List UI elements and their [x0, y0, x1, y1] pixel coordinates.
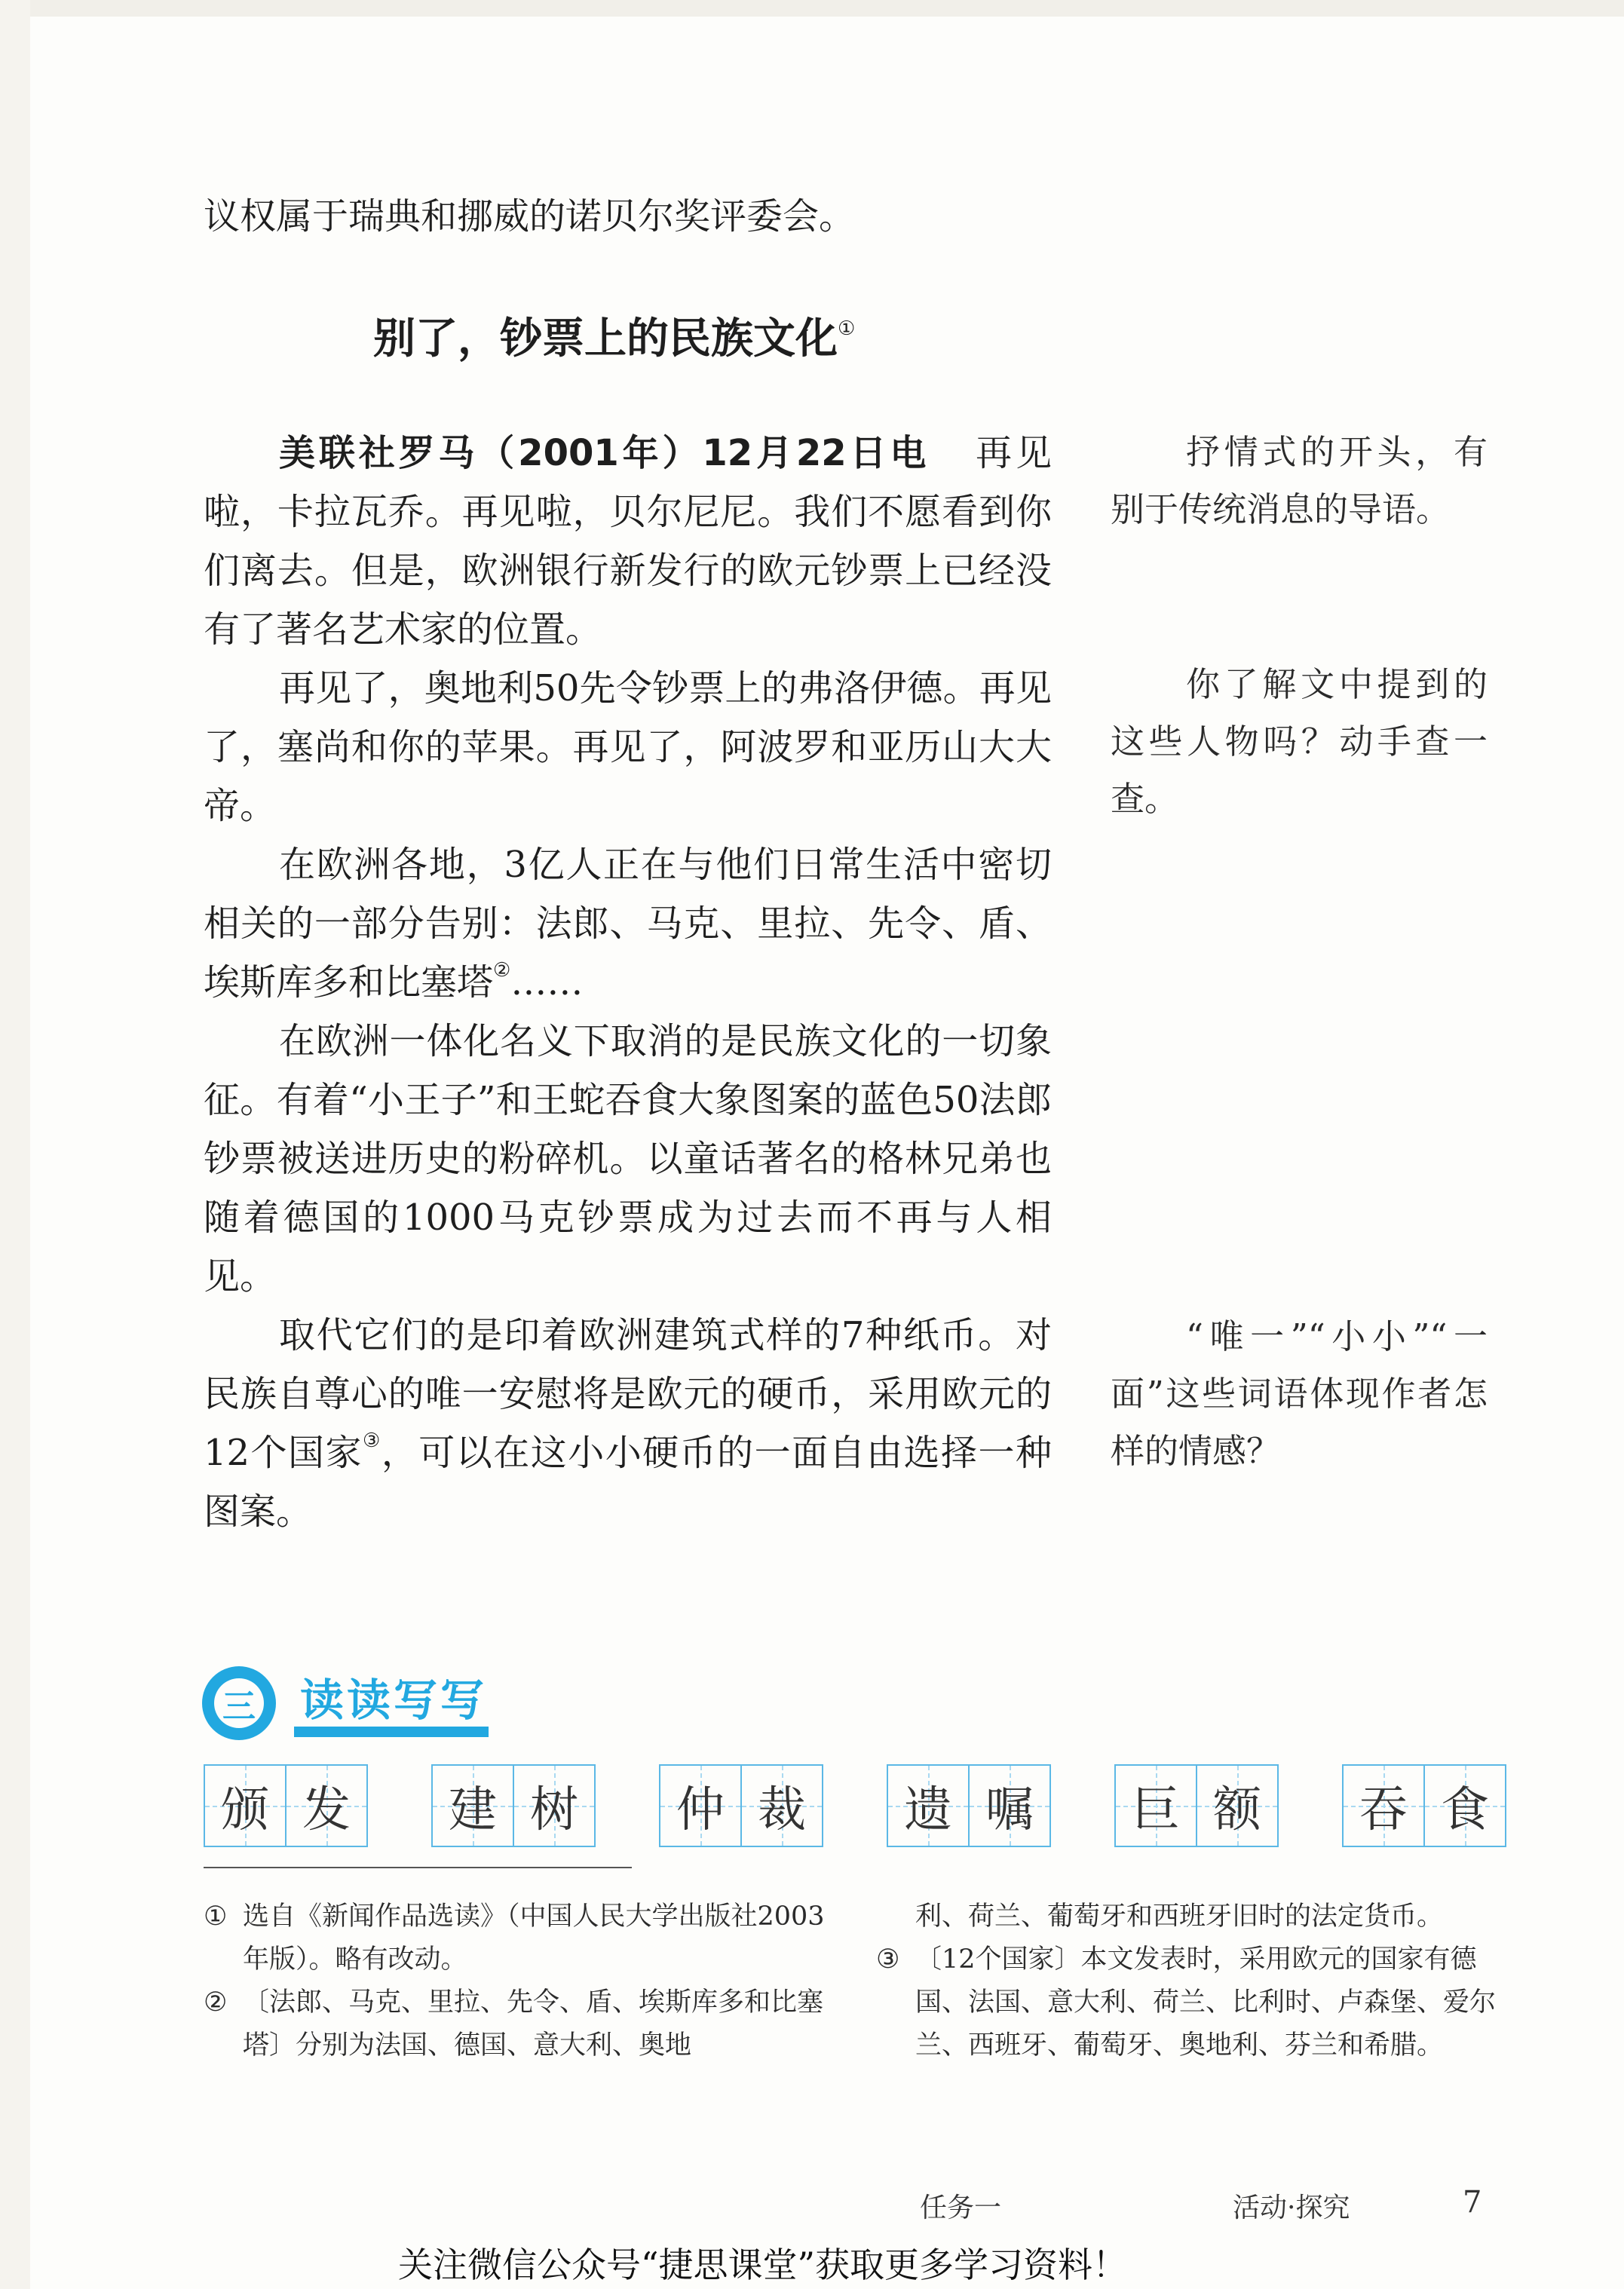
section-icon-inner [214, 1678, 264, 1728]
intro-line: 议权属于瑞典和挪威的诺贝尔奖评委会。 [204, 195, 856, 237]
footnote-2-number: ② [204, 1987, 228, 2018]
section-title-underline [294, 1727, 489, 1737]
section-number: 三 [222, 1687, 256, 1726]
word-grid [204, 1764, 1505, 1847]
grid-cell [1196, 1764, 1279, 1847]
footnote-1-number: ① [204, 1901, 228, 1932]
footnote-3 [876, 1938, 1502, 2067]
grid-char: 嘱 [985, 1782, 1034, 1838]
grid-cell [968, 1764, 1051, 1847]
paragraph-4: 在欧洲一体化名义下取消的是民族文化的一切象征。有着“小王子”和王蛇吞食大象图案的蓝色50法郎钞票被送进历史的粉碎机。以童话著名的格林兄弟也随着德国的1000马克钞票成为过去而不再与人相见。 [204, 1020, 1052, 1298]
grid-cell [887, 1764, 970, 1847]
grid-char: 巨 [1132, 1782, 1180, 1838]
paragraph-5-text: 取代它们的是印着欧洲建筑式样的7种纸币。对民族自尊心的唯一安慰将是欧元的硬币，采用欧元的12个国家 [204, 1314, 1052, 1474]
article-title-text: 别了，钞票上的民族文化 [373, 314, 838, 363]
paragraph-3-text: 在欧洲各地，3亿人正在与他们日常生活中密切相关的一部分告别：法郎、马克、里拉、先令、盾、埃斯库多和比塞塔 [204, 844, 1052, 1004]
grid-cell [285, 1764, 368, 1847]
footer-watermark: 关注微信公众号“捷思课堂”获取更多学习资料！ [398, 2245, 1128, 2285]
grid-char: 发 [302, 1782, 351, 1838]
section-title: 读读写写 [300, 1675, 488, 1726]
paragraph-5-end: ，可以在这小小硬币的一面自由选择一种图案。 [204, 1432, 1052, 1533]
footnotes-right [876, 1895, 1502, 2067]
grid-char: 树 [530, 1782, 578, 1838]
grid-cell [1114, 1764, 1197, 1847]
paragraph-2: 再见了，奥地利50先令钞票上的弗洛伊德。再见了，塞尚和你的苹果。再见了，阿波罗和亚历山大大帝。 [204, 667, 1052, 827]
side-note-3: “唯一”“小小”“一面”这些词语体现作者怎样的情感？ [1111, 1316, 1488, 1471]
footnote-1 [204, 1895, 829, 1981]
footnote-2 [204, 1981, 829, 2067]
grid-char: 颁 [221, 1782, 269, 1838]
footnote-2-text: 〔法郎、马克、里拉、先令、盾、埃斯库多和比塞塔〕分别为法国、德国、意大利、奥地 [243, 1987, 824, 2061]
grid-char: 食 [1441, 1782, 1489, 1838]
article-body [204, 424, 1052, 1541]
grid-char: 额 [1213, 1782, 1261, 1838]
footer-task: 任务一 [920, 2192, 1002, 2223]
paragraph-1-text: 再见啦，卡拉瓦乔。再见啦，贝尔尼尼。我们不愿看到你们离去。但是，欧洲银行新发行的欧元钞票上已经没有了著名艺术家的位置。 [204, 432, 1052, 651]
grid-char: 建 [449, 1782, 497, 1838]
footer-activity: 活动·探究 [1233, 2192, 1350, 2223]
footnote-1-text: 选自《新闻作品选读》（中国人民大学出版社2003年版）。略有改动。 [243, 1901, 825, 1975]
grid-cell [740, 1764, 823, 1847]
footnote-mark-2: ② [493, 959, 511, 982]
grid-cell [1423, 1764, 1506, 1847]
footnote-divider [204, 1867, 632, 1868]
grid-char: 裁 [758, 1782, 806, 1838]
footnote-3-text: 〔12个国家〕本文发表时，采用欧元的国家有德国、法国、意大利、荷兰、比利时、卢森堡、爱尔兰、西班牙、葡萄牙、奥地利、芬兰和希腊。 [915, 1944, 1497, 2061]
grid-char: 遗 [904, 1782, 952, 1838]
footnote-mark-3: ③ [363, 1429, 381, 1452]
side-note-1: 抒情式的开头，有别于传统消息的导语。 [1111, 432, 1488, 529]
paragraph-3-ellipsis: …… [510, 961, 584, 1004]
grid-cell [659, 1764, 742, 1847]
footnotes-left [204, 1895, 829, 2067]
grid-cell [431, 1764, 514, 1847]
grid-cell [204, 1764, 286, 1847]
scan-edge-top [0, 0, 1624, 17]
grid-cell [513, 1764, 596, 1847]
grid-char: 吞 [1359, 1782, 1408, 1838]
grid-char: 仲 [676, 1782, 725, 1838]
side-note-2: 你了解文中提到的这些人物吗？动手查一查。 [1111, 664, 1488, 819]
paragraph-5 [204, 1306, 1052, 1541]
title-footnote-mark: ① [838, 317, 856, 340]
footnote-2-continued: 利、荷兰、葡萄牙和西班牙旧时的法定货币。 [915, 1901, 1444, 1932]
paragraph-3 [204, 835, 1052, 1012]
paragraph-1 [204, 424, 1052, 659]
dateline: 美联社罗马（2001年）12月22日电 [279, 432, 930, 474]
grid-cell [1342, 1764, 1425, 1847]
section-icon [202, 1666, 276, 1740]
footnote-3-number: ③ [876, 1944, 900, 1975]
article-title [373, 305, 855, 366]
scan-edge-left [0, 0, 30, 2289]
page-number: 7 [1463, 2185, 1482, 2220]
